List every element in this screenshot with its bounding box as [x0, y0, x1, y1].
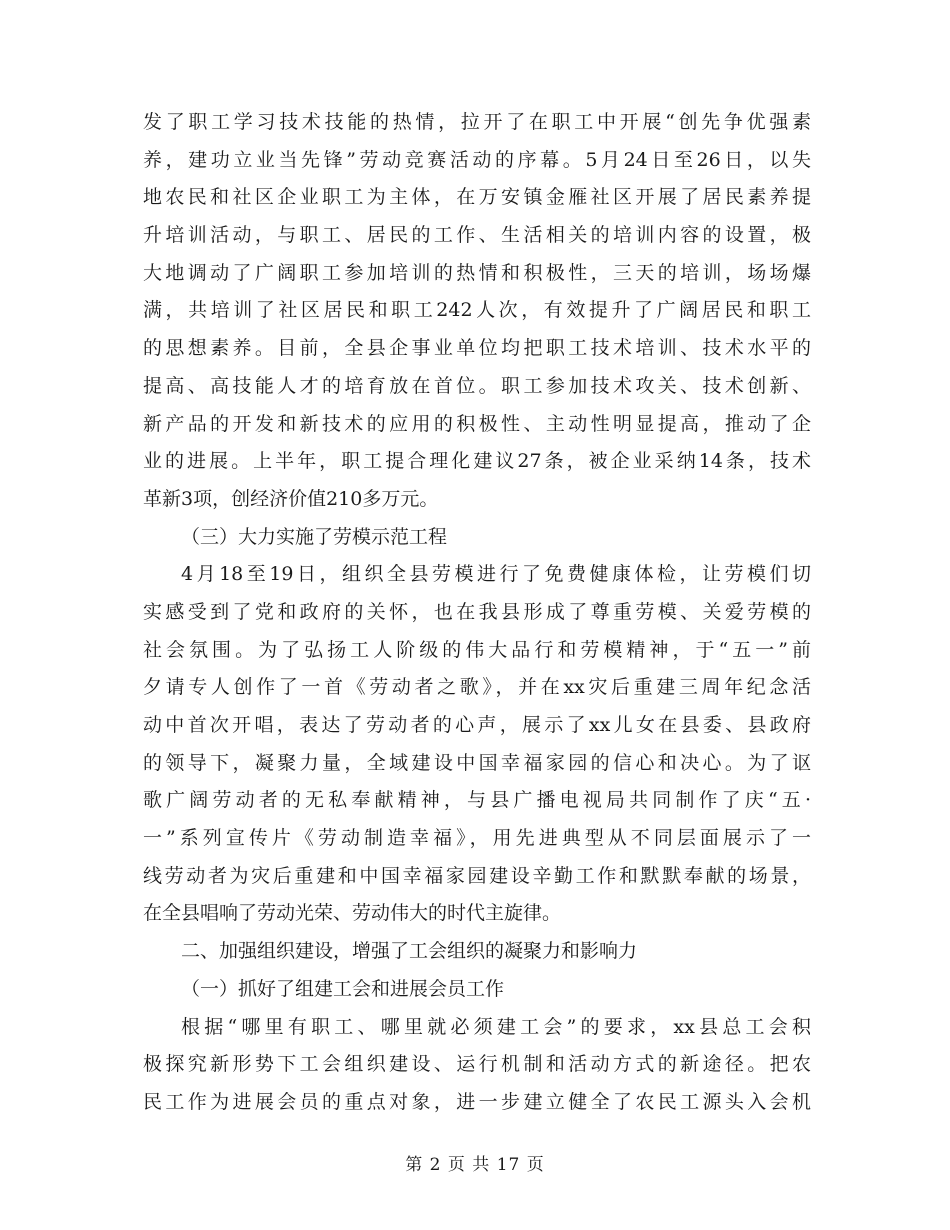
body-text — [143, 104, 811, 1122]
text-line: 提高、高技能人才的培育放在首位。职工参加技术攻关、技术创新、 — [143, 374, 811, 397]
text-line: 新产品的开发和新技术的应用的积极性、主动性明显提高，推动了企 — [143, 412, 811, 435]
section-heading: （三）大力实施了劳模示范工程 — [181, 525, 448, 548]
text-line: 满，共培训了社区居民和职工242人次，有效提升了广阔居民和职工 — [143, 299, 811, 322]
text-line: 大地调动了广阔职工参加培训的热情和积极性，三天的培训，场场爆 — [143, 261, 811, 284]
text-line: 的领导下，凝聚力量，全域建设中国幸福家园的信心和决心。为了讴 — [143, 751, 811, 774]
text-line: 的思想素养。目前，全县企事业单位均把职工技术培训、技术水平的 — [143, 337, 811, 360]
text-line: 夕请专人创作了一首《劳动者之歌》，并在xx灾后重建三周年纪念活 — [143, 676, 811, 699]
page-number-footer: 第 2 页 共 17 页 — [405, 1155, 545, 1175]
text-line: 极探究新形势下工会组织建设、运行机制和活动方式的新途径。把农 — [143, 1053, 811, 1076]
text-line-paragraph-end: 革新3项，创经济价值210多万元。 — [143, 487, 439, 510]
text-line: 业的进展。上半年，职工提合理化建议27条，被企业采纳14条，技术 — [143, 450, 811, 473]
text-line: 线劳动者为灾后重建和中国幸福家园建设辛勤工作和默默奉献的场景， — [143, 864, 811, 887]
text-line: 发了职工学习技术技能的热情，拉开了在职工中开展“创先争优强素 — [143, 111, 811, 133]
text-line: 歌广阔劳动者的无私奉献精神，与县广播电视局共同制作了庆“五· — [143, 789, 811, 812]
text-line: 动中首次开唱，表达了劳动者的心声，展示了xx儿女在县委、县政府 — [143, 714, 811, 736]
text-line-paragraph-start: 根据“哪里有职工、哪里就必须建工会”的要求，xx县总工会积 — [181, 1015, 811, 1038]
section-heading: （一）抓好了组建工会和进展会员工作 — [181, 977, 505, 1000]
chapter-heading: 二、加强组织建设，增强了工会组织的凝聚力和影响力 — [181, 940, 638, 963]
text-line: 社会氛围。为了弘扬工人阶级的伟大品行和劳模精神，于“五一”前 — [143, 638, 811, 661]
text-line: 地农民和社区企业职工为主体，在万安镇金雁社区开展了居民素养提 — [143, 186, 811, 209]
text-line: 养，建功立业当先锋”劳动竞赛活动的序幕。5月24日至26日，以失 — [143, 148, 811, 171]
text-line-paragraph-start: 4月18至19日，组织全县劳模进行了免费健康体检，让劳模们切 — [181, 563, 811, 586]
text-line-paragraph-end: 在全县唱响了劳动光荣、劳动伟大的时代主旋律。 — [143, 902, 562, 925]
text-line: 升培训活动，与职工、居民的工作、生活相关的培训内容的设置，极 — [143, 224, 811, 247]
text-line: 实感受到了党和政府的关怀，也在我县形成了尊重劳模、关爱劳模的 — [143, 600, 811, 623]
text-line: 民工作为进展会员的重点对象，进一步建立健全了农民工源头入会机 — [143, 1090, 811, 1113]
text-line: 一”系列宣传片《劳动制造幸福》，用先进典型从不同层面展示了一 — [143, 827, 811, 850]
